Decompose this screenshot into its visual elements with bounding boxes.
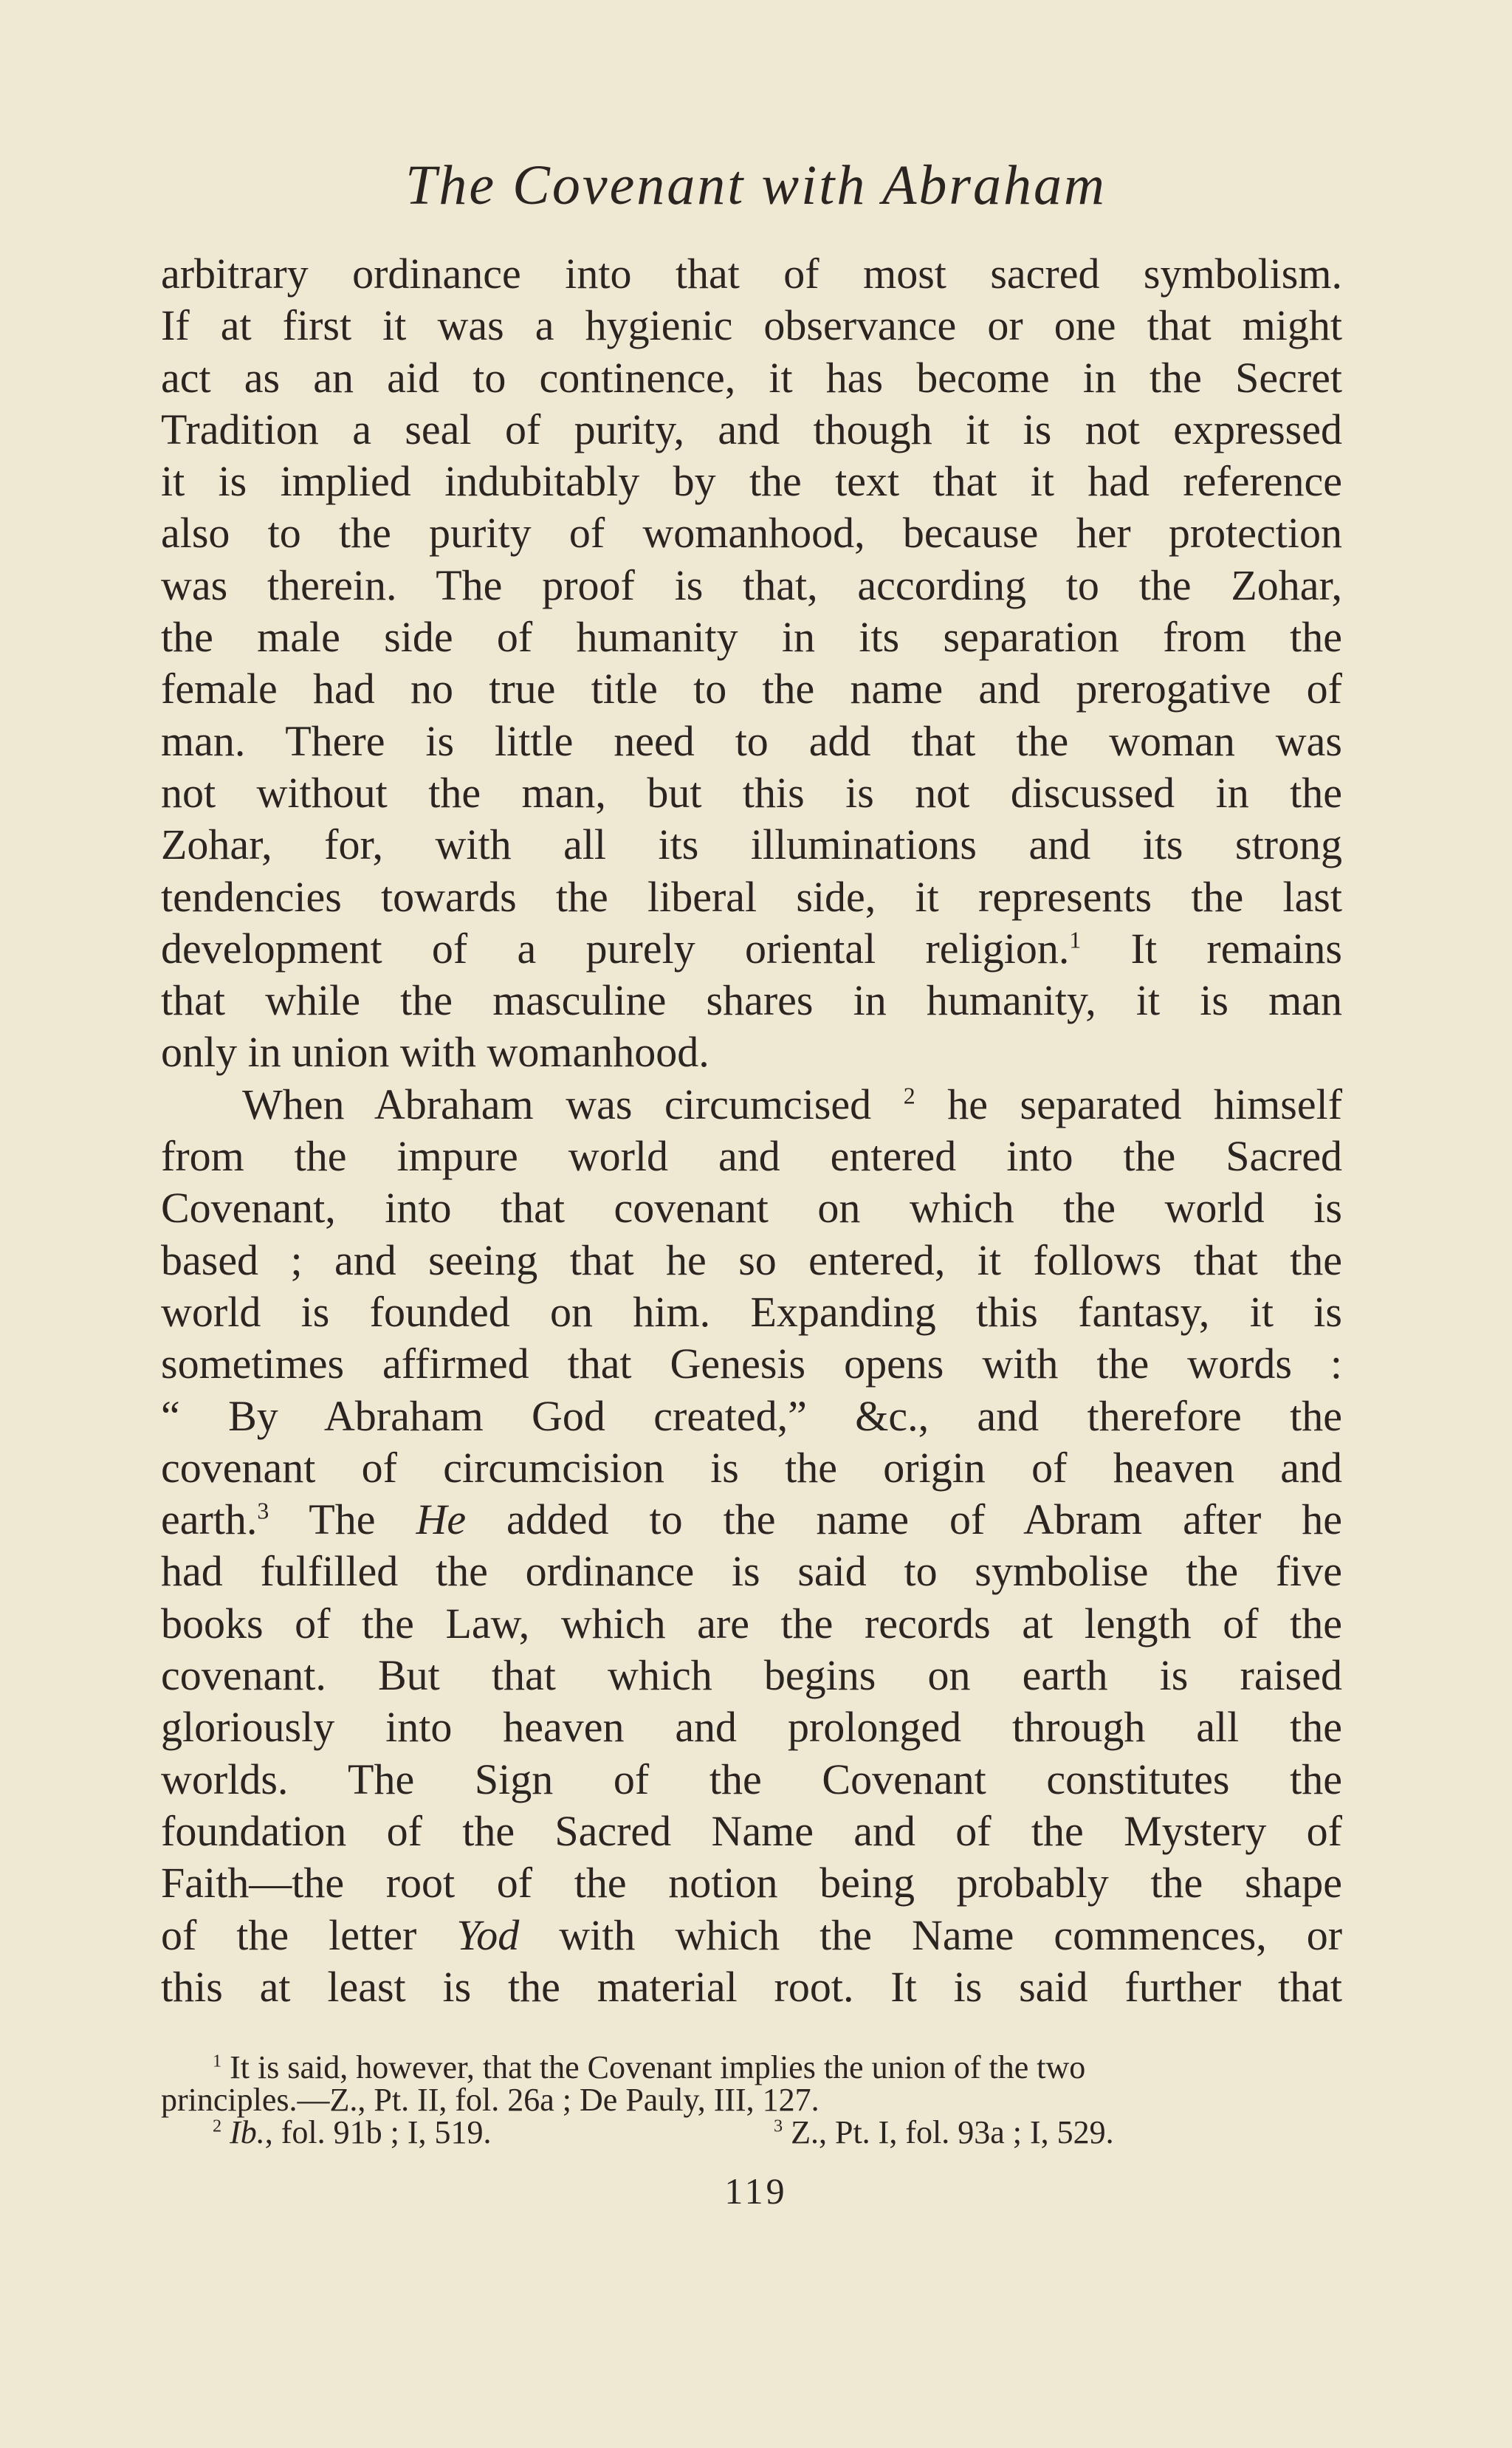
text-segment: It remains: [1130, 924, 1342, 973]
footnote-mark: 1: [1069, 927, 1082, 953]
footnote-text: , fol. 91b ; I, 519.: [264, 2114, 492, 2150]
footnote-number: 3: [774, 2116, 783, 2136]
text-line: not without the man, but this is not discussed in the: [161, 768, 1342, 817]
text-line: “ By Abraham God created,” &c., and therefore the: [161, 1391, 1342, 1440]
text-line-with-note-3: [161, 1494, 1342, 1546]
italic-word: He: [416, 1495, 467, 1544]
text-line: arbitrary ordinance into that of most sacred symbolism.: [161, 250, 1342, 298]
text-segment: of the letter: [161, 1910, 417, 1959]
text-line: only in union with womanhood.: [161, 1028, 709, 1077]
footnote-text: Z., Pt. I, fol. 93a ; I, 529.: [791, 2114, 1114, 2150]
text-line: man. There is little need to add that the woman was: [161, 716, 1342, 765]
text-line: books of the Law, which are the records at length of the: [161, 1599, 1342, 1648]
footnote-3: [774, 2116, 1114, 2149]
text-line: foundation of the Sacred Name and of the Mystery of: [161, 1806, 1342, 1855]
text-line-with-italic: [161, 1910, 1342, 1961]
text-line: Covenant, into that covenant on which the world is: [161, 1184, 1342, 1232]
footnote-ibid: Ib.: [230, 2114, 265, 2150]
text-line: sometimes affirmed that Genesis opens with the words :: [161, 1340, 1342, 1388]
footnote-mark: 2: [903, 1083, 915, 1109]
text-line: this at least is the material root. It is said further that: [161, 1962, 1342, 2011]
text-line: from the impure world and entered into the Sacred: [161, 1132, 1342, 1181]
text-line: Faith—the root of the notion being probably the shape: [161, 1859, 1342, 1907]
text-line: the male side of humanity in its separation from the: [161, 613, 1342, 662]
page-number: 119: [724, 2170, 788, 2212]
running-head: The Covenant with Abraham: [405, 154, 1107, 216]
footnote-text: It is said, however, that the Covenant implies the union of the two: [230, 2049, 1086, 2085]
text-line-with-note-2: [161, 1079, 1342, 1131]
footnote-mark: 3: [257, 1498, 269, 1524]
footnote-number: 1: [213, 2051, 222, 2071]
text-segment: When Abraham was circumcised: [242, 1080, 872, 1128]
text-line: covenant. But that which begins on earth is raised: [161, 1651, 1342, 1700]
text-line: also to the purity of womanhood, because her protection: [161, 509, 1342, 558]
text-line: that while the masculine shares in humanity, it is man: [161, 976, 1342, 1025]
text-line: gloriously into heaven and prolonged through all the: [161, 1703, 1342, 1752]
italic-word: Yod: [456, 1910, 520, 1959]
text-line: world is founded on him. Expanding this fantasy, it is: [161, 1287, 1342, 1336]
footnote-1-line-1: [161, 2051, 1342, 2084]
text-line: tendencies towards the liberal side, it represents the last: [161, 872, 1342, 921]
footnote-1-line-2: principles.—Z., Pt. II, fol. 26a ; De Pauly, III, 127.: [161, 2082, 819, 2118]
text-segment: development of a purely oriental religion.: [161, 924, 1070, 973]
footnotes: [161, 2051, 1342, 2149]
text-segment: added to the name of Abram after he: [506, 1495, 1343, 1544]
text-line: If at first it was a hygienic observance or one that might: [161, 301, 1342, 350]
text-line: worlds. The Sign of the Covenant constitutes the: [161, 1755, 1342, 1803]
footnote-number: 2: [213, 2116, 222, 2136]
footnote-2: [161, 2116, 774, 2149]
text-segment: with which the Name commences, or: [559, 1910, 1343, 1959]
text-segment: earth.: [161, 1495, 258, 1544]
text-line: act as an aid to continence, it has become in the Secret: [161, 353, 1342, 402]
text-line-with-note-1: [161, 923, 1342, 975]
text-line: female had no true title to the name and prerogative of: [161, 665, 1342, 713]
body-text: [161, 248, 1342, 2013]
text-line: was therein. The proof is that, according to the Zohar,: [161, 560, 1342, 609]
text-line: based ; and seeing that he so entered, it follows that the: [161, 1235, 1342, 1284]
text-line: covenant of circumcision is the origin of heaven and: [161, 1443, 1342, 1492]
text-line: had fulfilled the ordinance is said to symbolise the five: [161, 1547, 1342, 1596]
text-line: it is implied indubitably by the text that it had reference: [161, 457, 1342, 506]
footnote-row-2-3: [161, 2116, 1342, 2149]
text-segment: he separated himself: [947, 1080, 1343, 1128]
text-line: Tradition a seal of purity, and though it is not expressed: [161, 405, 1342, 453]
text-segment: The: [309, 1495, 376, 1544]
text-line: Zohar, for, with all its illuminations and its strong: [161, 820, 1342, 869]
